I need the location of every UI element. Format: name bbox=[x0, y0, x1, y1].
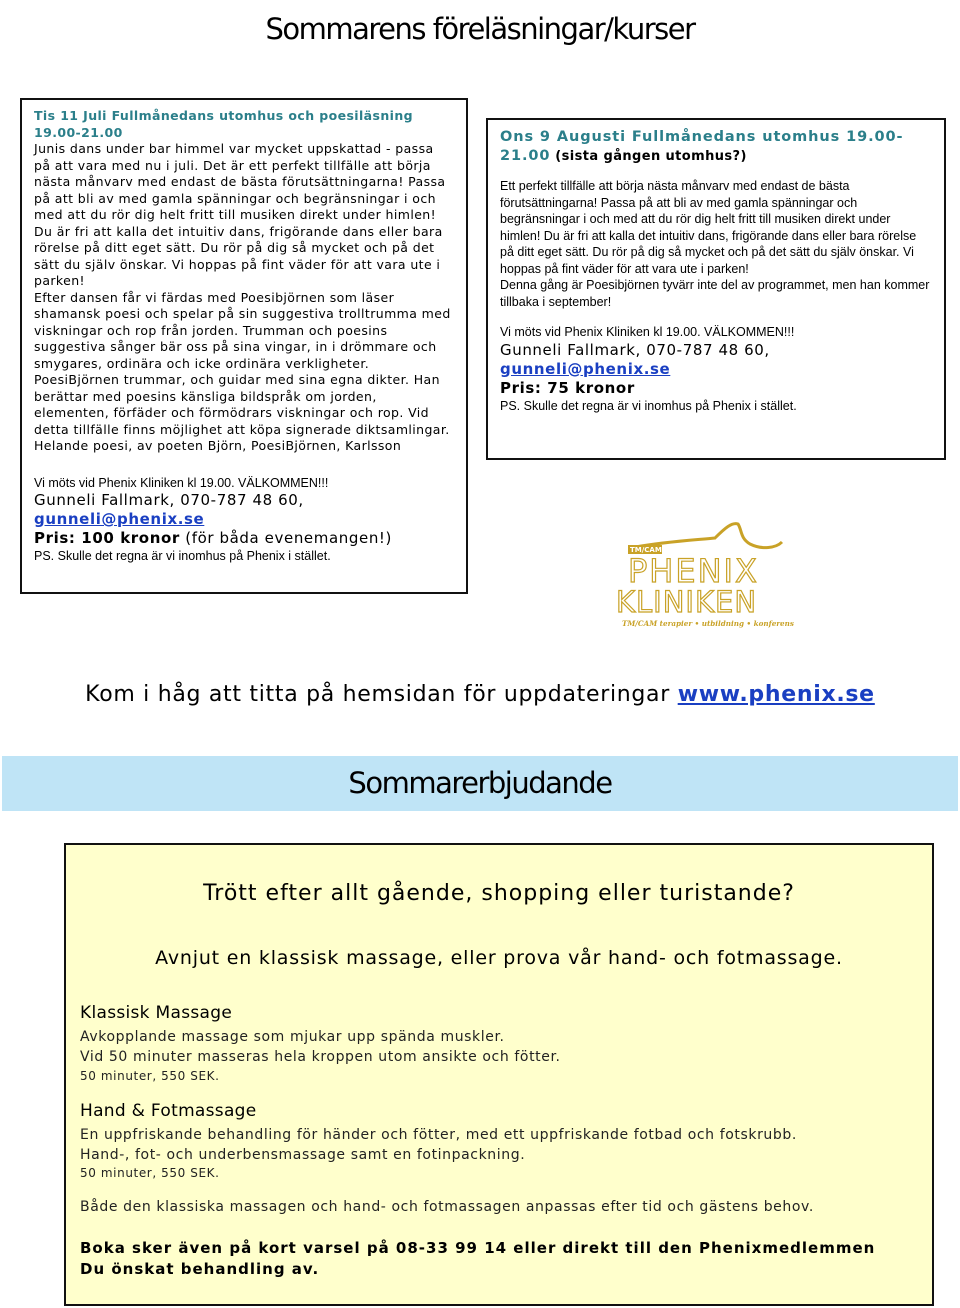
logo-line1: PHENIX bbox=[628, 552, 759, 590]
offer-title: Sommarerbjudande bbox=[348, 766, 612, 800]
event-box-july bbox=[20, 98, 468, 594]
event-heading-august: Ons 9 Augusti Fullmånedans utomhus 19.00-21.00 bbox=[500, 129, 904, 164]
page-title: Sommarens föreläsningar/kurser bbox=[265, 12, 695, 46]
email-link[interactable]: gunneli@phenix.se bbox=[34, 510, 205, 528]
event-meeting-info: Vi möts vid Phenix Kliniken kl 19.00. VÄLKOMMEN!!! bbox=[34, 475, 329, 490]
phoenix-wing-shape bbox=[630, 524, 782, 548]
logo-badge: TM/CAM bbox=[630, 546, 662, 554]
offer-box bbox=[64, 843, 934, 1306]
service-name: Klassisk Massage bbox=[80, 1003, 233, 1023]
reminder-text: Kom i håg att titta på hemsidan för uppdateringar bbox=[85, 682, 678, 707]
offer-note: Både den klassiska massagen och hand- och fotmassagen anpassas efter tid och gästens behov. bbox=[80, 1199, 814, 1215]
event-box-august bbox=[486, 118, 946, 460]
website-link[interactable]: www.phenix.se bbox=[677, 682, 875, 707]
event-description-poetry: Efter dansen får vi färdas med Poesibjörnen som läser shamansk poesi och spelar på sin suggestiva trolltrumma med viskningar och rop från jorden. Trumman och poesins suggestiva sånger bär oss på sina vingar, in i drömmare och smygares, ordinära och icke ordinära verkligheter. PoesiBjörnen trummar, och guidar med sina egna dikter. Han berättar med poesins känsliga bildspråk om jorden, elementen, förfäder och förmödrars viskningar och rop. Vid detta tillfälle finns möjlighet att köpa signerade diktsamlingar. Helande poesi, av poeten Björn, PoesiBjörnen, Karlsson bbox=[34, 289, 451, 453]
contact-info: Gunneli Fallmark, 070-787 48 60, bbox=[500, 340, 770, 359]
service-description: En uppfriskande behandling för händer och fötter, med ett uppfriskande fotbad och fotskrubb. bbox=[80, 1127, 797, 1143]
booking-info: Boka sker även på kort varsel på 08-33 99 14 eller direkt till den Phenixmedlemmen bbox=[80, 1239, 876, 1257]
price-label: Pris: 75 kronor bbox=[500, 378, 635, 397]
event-description-july: Junis dans under bar himmel var mycket uppskattad - passa på att vara med nu i juli. Det är ett perfekt tillfälle att börja nästa månvarv med endast de bästa förutsättningarna! Passa på att bli av med gamla spänningar och begränsningar i och med att du rör dig helt fritt till musiken direkt under himlen! Du är fri att kalla det intuitiv dans, frigörande dans eller bara rörelse på ditt eget sätt. Du rör på dig så mycket och på det sätt du själv önskar. Vi hoppas på fint väder för att vara ute i parken! bbox=[34, 141, 446, 288]
logo-graphic bbox=[600, 520, 800, 640]
offer-headline: Trött efter allt gående, shopping eller turistande? bbox=[203, 881, 795, 906]
service-name: Hand & Fotmassage bbox=[80, 1101, 257, 1121]
event-heading-july: Tis 11 Juli Fullmånedans utomhus och poesiläsning 19.00-21.00 bbox=[34, 108, 413, 140]
event-description-august-2: Denna gång är Poesibjörnen tyvärr inte del av programmet, men han kommer tillbaka i september! bbox=[500, 278, 930, 309]
rain-note: PS. Skulle det regna är vi inomhus på Phenix i stället. bbox=[500, 398, 797, 413]
offer-subheadline: Avnjut en klassisk massage, eller prova vår hand- och fotmassage. bbox=[155, 947, 843, 969]
service-description: Vid 50 minuter masseras hela kroppen utom ansikte och fötter. bbox=[80, 1049, 561, 1065]
email-link[interactable]: gunneli@phenix.se bbox=[500, 359, 671, 378]
event-description-august: Ett perfekt tillfälle att börja nästa månvarv med endast de bästa förutsättningarna! Passa på att bli av med gamla spänningar och begränsningar i och med att du rör dig helt fritt till musiken direkt under himlen! Du är fri att kalla det intuitiv dans, frigörande dans eller bara rörelse på ditt eget sätt. Du rör på dig så mycket och på det sätt du själv önskar. Vi hoppas på fint väder för att vara ute i parken! bbox=[500, 179, 917, 276]
contact-info: Gunneli Fallmark, 070-787 48 60, bbox=[34, 491, 304, 509]
price-note: (för båda evenemangen!) bbox=[179, 529, 392, 547]
logo-line2: KLINIKEN bbox=[616, 585, 758, 619]
event-meeting-info: Vi möts vid Phenix Kliniken kl 19.00. VÄLKOMMEN!!! bbox=[500, 325, 795, 339]
booking-info-2: Du önskat behandling av. bbox=[80, 1260, 320, 1278]
service-description: Avkopplande massage som mjukar upp spända muskler. bbox=[80, 1029, 505, 1045]
rain-note: PS. Skulle det regna är vi inomhus på Phenix i stället. bbox=[34, 549, 331, 563]
price-label: Pris: 100 kronor bbox=[34, 529, 180, 547]
phenix-kliniken-logo bbox=[600, 520, 800, 640]
service-description: Hand-, fot- och underbensmassage samt en fotinpackning. bbox=[80, 1147, 526, 1163]
website-reminder bbox=[0, 682, 960, 707]
service-price: 50 minuter, 550 SEK. bbox=[80, 1069, 220, 1083]
logo-tagline: TM/CAM terapier • utbildning • konferens bbox=[622, 619, 794, 628]
service-price: 50 minuter, 550 SEK. bbox=[80, 1166, 220, 1180]
event-heading-note: (sista gången utomhus?) bbox=[550, 149, 747, 164]
